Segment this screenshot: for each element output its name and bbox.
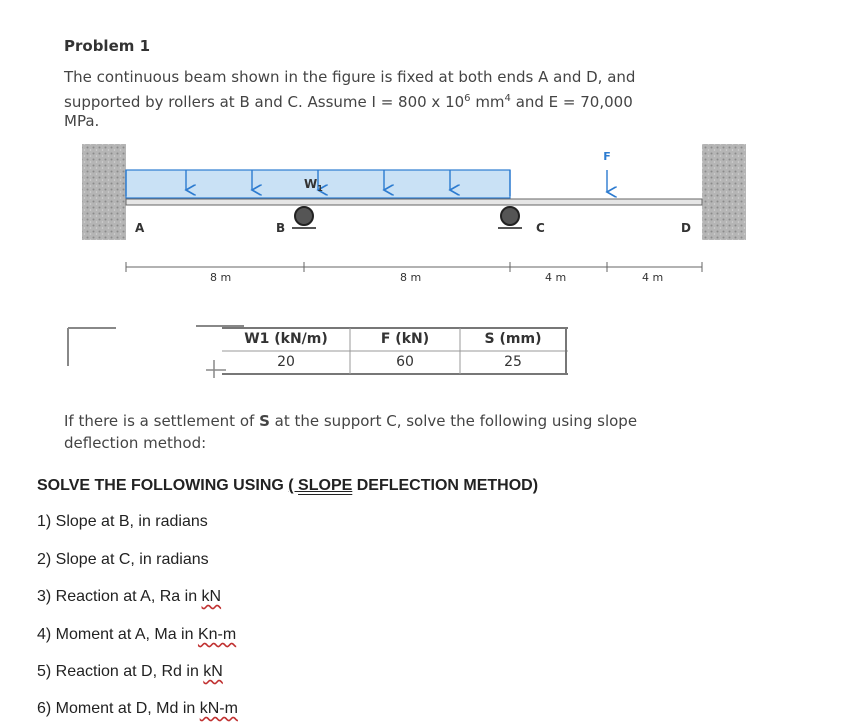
problem-intro-line2: supported by rollers at B and C. Assume I = 800 x $10^6$ $mm^4$ and E = 70,000 bbox=[64, 93, 633, 111]
fixed-support-d bbox=[702, 144, 746, 240]
task-5: 5) Reaction at D, Rd in kN bbox=[37, 663, 223, 680]
roller-support-c bbox=[501, 207, 519, 225]
table-fragment bbox=[66, 320, 246, 380]
task-4: 4) Moment at A, Ma in Kn-m bbox=[37, 626, 237, 643]
roller-support-b bbox=[295, 207, 313, 225]
label-d: D bbox=[681, 221, 691, 235]
beam bbox=[126, 199, 702, 205]
span-cf: 4 m bbox=[545, 271, 567, 284]
udl-label: $W_1$ bbox=[304, 177, 323, 193]
table-value-f: 60 bbox=[396, 354, 414, 370]
span-bc: 8 m bbox=[400, 271, 422, 284]
parameters-table bbox=[222, 327, 566, 375]
label-b: B bbox=[276, 221, 286, 235]
task-6: 6) Moment at D, Md in kN-m bbox=[37, 700, 238, 717]
label-a: A bbox=[135, 221, 145, 235]
task-1: 1) Slope at B, in radians bbox=[37, 513, 208, 530]
beam-figure bbox=[80, 140, 760, 290]
settlement-line1: If there is a settlement of S at the support C, solve the following using slope bbox=[64, 412, 638, 430]
task-3: 3) Reaction at A, Ra in kN bbox=[37, 588, 222, 605]
table-header-w1: W1 (kN/m) bbox=[244, 331, 328, 347]
tasks-heading: SOLVE THE FOLLOWING USING ( SLOPE DEFLECTION METHOD) bbox=[37, 477, 539, 494]
table-value-s: 25 bbox=[504, 354, 522, 370]
problem-intro-line3: MPa. bbox=[64, 112, 100, 130]
table-header-f: F (kN) bbox=[380, 331, 430, 347]
span-fd: 4 m bbox=[642, 271, 664, 284]
table-value-w1: 20 bbox=[277, 354, 295, 370]
label-c: C bbox=[536, 221, 545, 235]
fixed-support-a bbox=[82, 144, 126, 240]
problem-intro-line1: The continuous beam shown in the figure is fixed at both ends A and D, and bbox=[64, 68, 636, 86]
table-header-s: S (mm) bbox=[484, 331, 542, 347]
task-2: 2) Slope at C, in radians bbox=[37, 551, 209, 568]
point-load-label: F bbox=[603, 150, 611, 163]
problem-title: Problem 1 bbox=[64, 37, 151, 55]
span-ab: 8 m bbox=[210, 271, 232, 284]
settlement-line2: deflection method: bbox=[64, 434, 207, 452]
